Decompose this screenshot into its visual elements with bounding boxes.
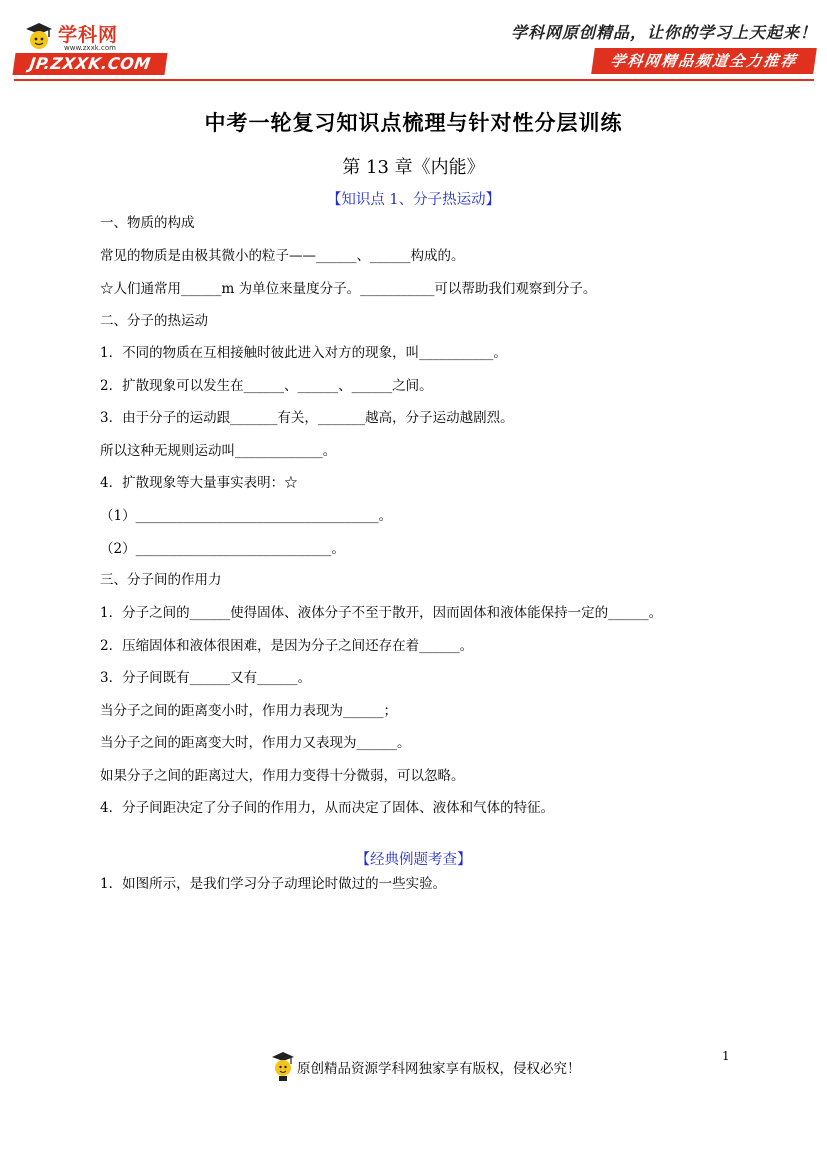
example-question: 1．如图所示，是我们学习分子动理论时做过的一些实验。 bbox=[100, 876, 447, 892]
chapter-title: 第 13 章《内能》 bbox=[342, 157, 485, 178]
logo-text: 学科网 bbox=[58, 24, 119, 46]
text-line: 2．扩散现象可以发生在______、______、______之间。 bbox=[100, 378, 433, 394]
text-line: 常见的物质是由极其微小的粒子——______、______构成的。 bbox=[100, 248, 465, 264]
document-title: 中考一轮复习知识点梳理与针对性分层训练 bbox=[204, 110, 623, 135]
footer-copyright: 原创精品资源学科网独家享有版权，侵权必究！ bbox=[297, 1061, 581, 1077]
header-banner: 学科网精品频道全力推荐 bbox=[591, 48, 817, 74]
text-line: 1．不同的物质在互相接触时彼此进入对方的现象，叫___________。 bbox=[100, 345, 507, 361]
text-line: 3．由于分子的运动跟_______有关，_______越高，分子运动越剧烈。 bbox=[100, 410, 514, 426]
site-logo[interactable] bbox=[14, 20, 174, 76]
text-line: 当分子之间的距离变大时，作用力又表现为______。 bbox=[100, 735, 411, 751]
text-line: 三、分子间的作用力 bbox=[100, 572, 222, 588]
text-line: 4．扩散现象等大量事实表明：☆ bbox=[100, 475, 298, 491]
mascot-icon bbox=[22, 20, 56, 54]
text-line: 如果分子之间的距离过大，作用力变得十分微弱，可以忽略。 bbox=[100, 768, 465, 784]
logo-url-banner: JP.ZXXK.COM bbox=[12, 53, 167, 75]
text-line: 3．分子间既有______又有______。 bbox=[100, 670, 312, 686]
text-line: 当分子之间的距离变小时，作用力表现为______； bbox=[100, 703, 397, 719]
section-heading-knowledge-1: 【知识点 1、分子热运动】 bbox=[326, 192, 501, 208]
header-divider bbox=[14, 79, 814, 81]
text-line: （1）____________________________________。 bbox=[100, 508, 393, 524]
mascot-icon bbox=[270, 1050, 296, 1082]
text-line: （2）_____________________________。 bbox=[100, 541, 345, 557]
text-line: 4．分子间距决定了分子间的作用力，从而决定了固体、液体和气体的特征。 bbox=[100, 800, 555, 816]
text-line: 一、物质的构成 bbox=[100, 215, 195, 231]
logo-url-small: www.zxxk.com bbox=[64, 44, 116, 52]
page-number: 1 bbox=[722, 1049, 730, 1063]
text-line: 所以这种无规则运动叫_____________。 bbox=[100, 443, 337, 459]
header-slogan: 学科网原创精品，让你的学习上天起来！ bbox=[510, 23, 817, 42]
section-heading-examples: 【经典例题考查】 bbox=[355, 852, 472, 868]
text-line: 1．分子之间的______使得固体、液体分子不至于散开，因而固体和液体能保持一定的______。 bbox=[100, 605, 663, 621]
text-line: 2．压缩固体和液体很困难，是因为分子之间还存在着______。 bbox=[100, 638, 474, 654]
text-line: 二、分子的热运动 bbox=[100, 313, 208, 329]
text-line: ☆人们通常用______m 为单位来量度分子。___________可以帮助我们观察到分子。 bbox=[100, 281, 597, 297]
